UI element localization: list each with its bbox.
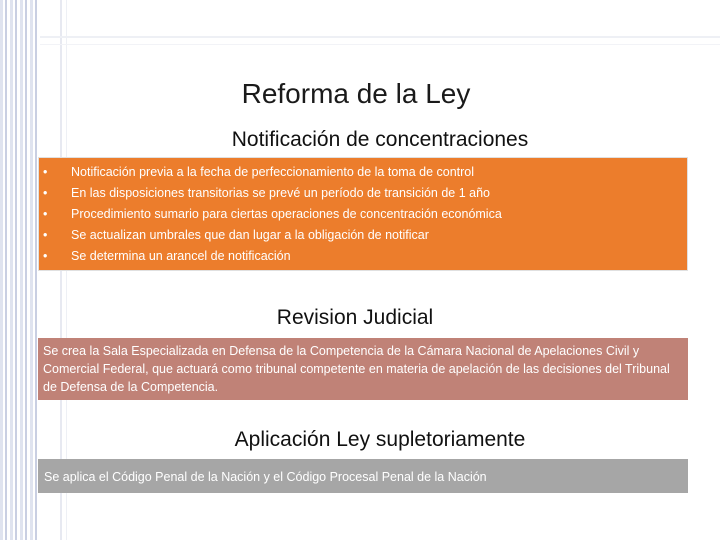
bullet-text: Se determina un arancel de notificación [71,249,291,263]
list-item [39,183,687,204]
revision-text: Se crea la Sala Especializada en Defensa de la Competencia de la Cámara Nacional de Apelaciones Civil y Comercial Federal, que actuará como tribunal competente en materia de apelación de las decisiones del Tribunal de Defensa de la Competencia. [38,338,688,400]
decorative-rule [40,44,720,45]
bullet-text: En las disposiciones transitorias se prevé un período de transición de 1 año [71,186,491,200]
list-item [39,162,687,183]
bullet-icon: • [43,228,48,242]
list-item [39,246,687,267]
bullet-list [39,158,687,267]
list-item [39,225,687,246]
bullet-icon: • [43,207,48,221]
section-heading-revision: Revision Judicial [276,306,434,329]
section-heading-notificacion: Notificación de concentraciones [231,128,529,151]
list-item [39,204,687,225]
bullet-text: Notificación previa a la fecha de perfeccionamiento de la toma de control [71,165,475,179]
section-heading-aplicacion: Aplicación Ley supletoriamente [234,428,526,451]
decorative-rule [40,36,720,38]
bullet-text: Se actualizan umbrales que dan lugar a la obligación de notificar [71,228,429,242]
bullet-text: Procedimiento sumario para ciertas operaciones de concentración económica [71,207,502,221]
slide-title: Reforma de la Ley [241,78,471,109]
aplicacion-text: Se aplica el Código Penal de la Nación y el Código Procesal Penal de la Nación [38,459,688,493]
bullet-icon: • [43,249,48,263]
bullet-icon: • [43,186,48,200]
notificacion-box [38,157,688,271]
bullet-icon: • [43,165,48,179]
